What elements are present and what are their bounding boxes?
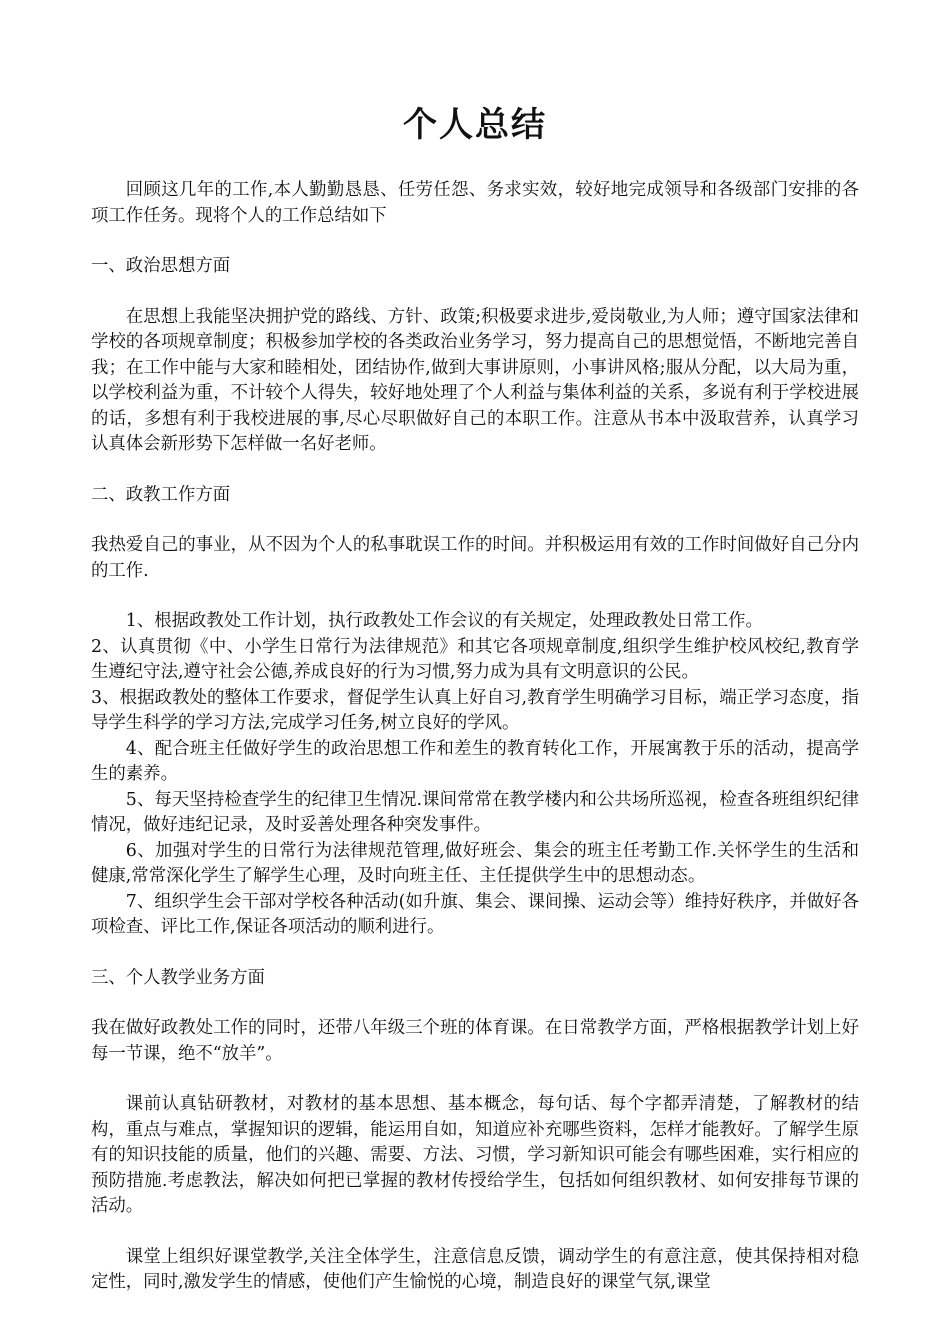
list-item: 7、组织学生会干部对学校各种活动(如升旗、集会、课间操、运动会等）维持好秩序，并做好各项检查、评比工作,保证各项活动的顺利进行。 — [91, 891, 859, 937]
document-title: 个人总结 — [403, 105, 547, 145]
section-body-politics: 在思想上我能坚决拥护党的路线、方针、政策;积极要求进步,爱岗敬业,为人师；遵守国家法律和学校的各项规章制度；积极参加学校的各类政治业务学习，努力提高自己的思想觉悟，不断地完善自我；在工作中能与大家和睦相处，团结协作,做到大事讲原则，小事讲风格;服从分配，以大局为重，以学校利益为重，不计较个人得失，较好地处理了个人利益与集体利益的关系，多说有利于学校进展的话，多想有利于我校进展的事,尽心尽职做好自己的本职工作。注意从书本中汲取营养，认真学习认真体会新形势下怎样做一名好老师。 — [91, 306, 859, 454]
list-item: 6、加强对学生的日常行为法律规范管理,做好班会、集会的班主任考勤工作.关怀学生的生活和健康,常常深化学生了解学生心理，及时向班主任、主任提供学生中的思想动态。 — [91, 840, 859, 886]
list-item: 1、根据政教处工作计划，执行政教处工作会议的有关规定，处理政教处日常工作。 — [125, 611, 763, 631]
section-body-teaching-preparation: 课前认真钻研教材，对教材的基本思想、基本概念，每句话、每个字都弄清楚，了解教材的结构，重点与难点，掌握知识的逻辑，能运用自如，知道应补充哪些资料，怎样才能教好。了解学生原有的知识技能的质量，他们的兴趣、需要、方法、习惯，学习新知识可能会有哪些困难，实行相应的预防措施.考虑教法，解决如何把已掌握的教材传授给学生，包括如何组织教材、如何安排每节课的活动。 — [91, 1094, 859, 1216]
section-intro-political-education: 我热爱自己的事业，从不因为个人的私事耽误工作的时间。并积极运用有效的工作时间做好自己分内的工作. — [91, 535, 859, 581]
intro-paragraph: 回顾这几年的工作,本人勤勤恳恳、任劳任怨、务求实效，较好地完成领导和各级部门安排的各项工作任务。现将个人的工作总结如下 — [91, 180, 859, 226]
list-item: 5、每天坚持检查学生的纪律卫生情况.课间常常在教学楼内和公共场所巡视，检查各班组织纪律情况，做好违纪记录，及时妥善处理各种突发事件。 — [91, 789, 859, 835]
section-intro-teaching: 我在做好政教处工作的同时，还带八年级三个班的体育课。在日常教学方面，严格根据教学计划上好每一节课，绝不“放羊”。 — [91, 1018, 859, 1064]
section-heading-politics: 一、政治思想方面 — [91, 256, 231, 276]
list-item: 4、配合班主任做好学生的政治思想工作和差生的教育转化工作，开展寓教于乐的活动，提高学生的素养。 — [91, 738, 859, 784]
document-page — [91, 100, 859, 1296]
list-item: 2、认真贯彻《中、小学生日常行为法律规范》和其它各项规章制度,组织学生维护校风校纪,教育学生遵纪守法,遵守社会公德,养成良好的行为习惯,努力成为具有文明意识的公民。 — [91, 636, 859, 682]
list-item: 3、根据政教处的整体工作要求，督促学生认真上好自习,教育学生明确学习目标，端正学习态度，指导学生科学的学习方法,完成学习任务,树立良好的学风。 — [91, 687, 859, 733]
section-body-teaching-classroom: 课堂上组织好课堂教学,关注全体学生，注意信息反馈，调动学生的有意注意，使其保持相对稳定性，同时,激发学生的情感，使他们产生愉悦的心境，制造良好的课堂气氛,课堂 — [91, 1246, 859, 1292]
section-heading-political-education: 二、政教工作方面 — [91, 484, 231, 505]
section-heading-teaching: 三、个人教学业务方面 — [91, 967, 265, 988]
